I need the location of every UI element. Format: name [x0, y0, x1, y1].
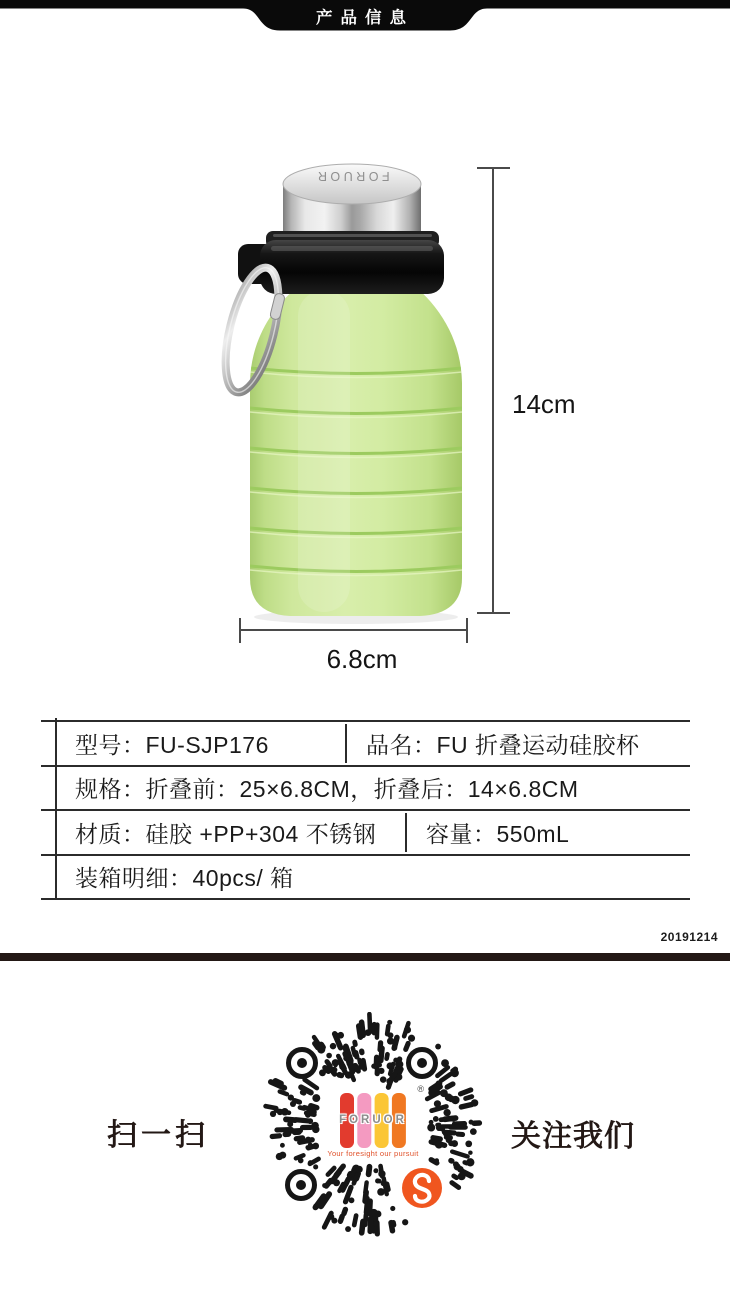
bottle-collar — [238, 231, 444, 294]
scan-label: 扫一扫 — [107, 1119, 209, 1152]
spec-model: 型号：FU-SJP176 — [75, 731, 269, 758]
qr-center-logo — [316, 1084, 430, 1158]
separator-bar — [0, 953, 730, 961]
spec-row-material — [41, 809, 690, 854]
cap-brand-engraving: FORUOR — [314, 169, 390, 183]
miniprogram-badge-icon — [402, 1168, 442, 1208]
height-label: 14cm — [512, 389, 576, 419]
spec-material: 材质：硅胶 +PP+304 不锈钢 — [75, 820, 377, 847]
width-label: 6.8cm — [326, 644, 398, 674]
spec-row-size — [41, 765, 690, 810]
spec-table-left-rule — [55, 718, 57, 900]
qr-eye-top-left — [289, 1050, 316, 1077]
spec-row-packing — [41, 854, 690, 899]
height-dimension-line — [477, 168, 510, 613]
spec-row-model — [41, 720, 690, 765]
registered-mark: ® — [417, 1084, 424, 1094]
spec-product-name: 品名：FU 折叠运动硅胶杯 — [345, 724, 640, 763]
product-image — [0, 140, 730, 700]
bottle-body — [250, 288, 462, 616]
qr-eye-top-right — [409, 1050, 436, 1077]
logo-brand-text: FORUOR — [339, 1114, 407, 1126]
header-bar — [0, 0, 730, 34]
logo-tagline: Your foresight our pursuit — [327, 1149, 419, 1158]
follow-label: 关注我们 — [511, 1120, 635, 1153]
date-code: 20191214 — [660, 930, 718, 944]
spec-table — [41, 720, 690, 900]
spec-packing: 装箱明细：40pcs/ 箱 — [75, 865, 294, 892]
page-title: 产品信息 — [316, 9, 414, 27]
spec-size: 规格：折叠前：25×6.8CM，折叠后：14×6.8CM — [75, 776, 579, 803]
spec-capacity: 容量：550mL — [405, 813, 569, 852]
qr-eye-bottom-left — [288, 1172, 315, 1199]
